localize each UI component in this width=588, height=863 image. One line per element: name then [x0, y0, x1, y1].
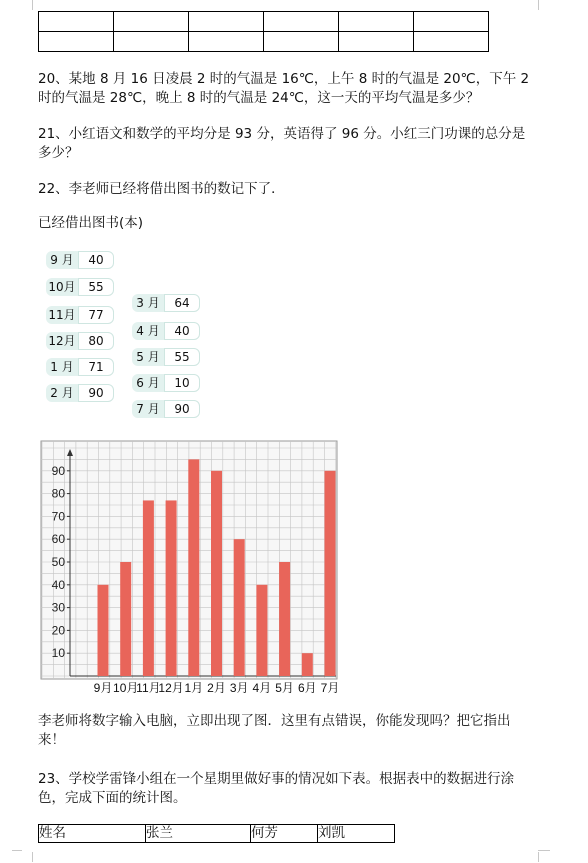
month-value: 90 — [78, 384, 114, 402]
month-value: 77 — [78, 306, 114, 324]
month-label: 4 月 — [132, 322, 164, 340]
bar — [188, 459, 199, 676]
question-20: 20、某地 8 月 16 日凌晨 2 时的气温是 16℃，上午 8 时的气温是 20℃，下午 2 时的气温是 28℃，晚上 8 时的气温是 24℃，这一天的平均气温是多少？ — [38, 71, 530, 106]
month-value: 40 — [164, 322, 200, 340]
month-card — [46, 384, 114, 402]
corner-mark — [22, 852, 33, 862]
month-card — [46, 306, 114, 324]
y-tick-label: 20 — [51, 623, 65, 638]
x-tick-label: 5月 — [275, 681, 294, 695]
y-tick-label: 10 — [51, 646, 65, 661]
question-23: 23、学校学雷锋小组在一个星期里做好事的情况如下表。根据表中的数据进行涂色，完成下面的统计图。 — [38, 771, 515, 806]
month-card — [132, 374, 200, 392]
corner-mark — [22, 0, 33, 10]
question-22: 22、李老师已经将借出图书的数记下了． — [38, 181, 285, 197]
y-tick-label: 30 — [51, 600, 65, 615]
bar — [256, 585, 267, 676]
month-card — [132, 348, 200, 366]
month-value: 90 — [164, 400, 200, 418]
x-tick-label: 9月 — [93, 681, 113, 695]
bar — [98, 585, 109, 676]
month-label: 11月 — [46, 306, 78, 324]
month-value: 10 — [164, 374, 200, 392]
month-label: 10月 — [46, 278, 78, 296]
bar — [279, 562, 290, 676]
month-value: 55 — [164, 348, 200, 366]
x-tick-label: 3月 — [229, 681, 249, 695]
x-tick-label: 12月 — [158, 681, 184, 695]
month-value: 64 — [164, 294, 200, 312]
bar — [325, 471, 336, 676]
month-value: 80 — [78, 332, 114, 350]
x-tick-label: 1月 — [184, 681, 204, 695]
bar — [302, 653, 313, 676]
x-tick-label: 10月 — [113, 681, 139, 695]
month-label: 2 月 — [46, 384, 78, 402]
x-tick-label: 2月 — [207, 681, 226, 695]
x-tick-label: 4月 — [252, 681, 272, 695]
month-label: 3 月 — [132, 294, 164, 312]
y-tick-label: 40 — [51, 577, 65, 592]
month-card — [46, 332, 114, 350]
month-label: 9 月 — [46, 251, 78, 269]
bar — [120, 562, 131, 676]
month-label: 7 月 — [132, 400, 164, 418]
month-label: 1 月 — [46, 358, 78, 376]
table-header-cell: 张兰 — [146, 825, 251, 843]
month-value: 55 — [78, 278, 114, 296]
month-card — [132, 322, 200, 340]
month-value: 40 — [78, 251, 114, 269]
month-card — [46, 278, 114, 296]
month-label: 5 月 — [132, 348, 164, 366]
previous-question-table — [38, 11, 489, 52]
month-label: 6 月 — [132, 374, 164, 392]
bar — [211, 471, 222, 676]
question-21: 21、小红语文和数学的平均分是 93 分，英语得了 96 分。小红三门功课的总分是多少？ — [38, 126, 526, 161]
bar — [166, 500, 177, 676]
books-lent-caption: 已经借出图书(本) — [38, 215, 144, 231]
corner-mark — [12, 850, 22, 851]
month-value: 71 — [78, 358, 114, 376]
y-tick-label: 80 — [51, 486, 65, 501]
good-deeds-table — [38, 824, 395, 843]
corner-mark — [538, 852, 549, 862]
table-header-cell: 刘凯 — [318, 825, 395, 843]
x-tick-label: 7月 — [320, 681, 340, 695]
corner-mark — [538, 0, 549, 10]
month-card — [46, 358, 114, 376]
month-card — [132, 400, 200, 418]
month-card — [46, 251, 114, 269]
bar — [234, 539, 245, 676]
y-tick-label: 70 — [51, 509, 65, 524]
month-card — [132, 294, 200, 312]
bar — [143, 500, 154, 676]
y-tick-label: 90 — [51, 463, 65, 478]
corner-mark — [538, 850, 550, 851]
books-bar-chart — [40, 440, 340, 702]
y-tick-label: 60 — [51, 532, 65, 547]
table-header-name: 姓名 — [39, 825, 146, 843]
month-label: 12月 — [46, 332, 78, 350]
chart-error-prompt: 李老师将数字输入电脑，立即出现了图．这里有点错误，你能发现吗？把它指出来！ — [38, 713, 511, 748]
y-tick-label: 50 — [51, 555, 65, 569]
x-tick-label: 6月 — [297, 681, 317, 695]
x-tick-label: 11月 — [136, 681, 161, 695]
table-header-cell: 何芳 — [251, 825, 318, 843]
